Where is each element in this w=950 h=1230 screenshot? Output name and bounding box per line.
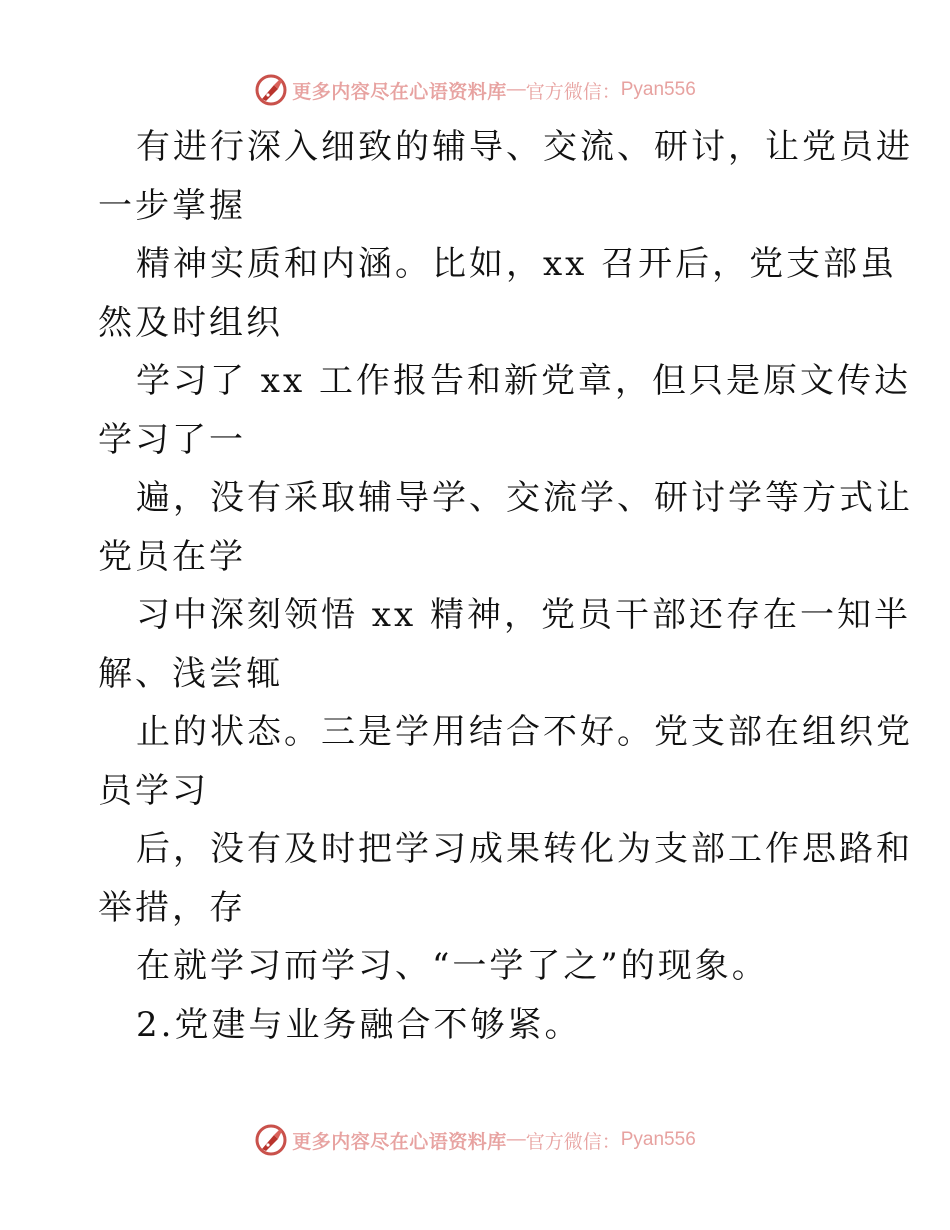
body-line: 学习了 xx 工作报告和新党章，但只是原文传达 (136, 361, 911, 401)
body-line: 后，没有及时把学习成果转化为支部工作思路和 (136, 829, 913, 869)
banner-wechat-id: Pyan556 (620, 1129, 696, 1150)
banner-wechat-id: Pyan556 (620, 79, 696, 100)
body-line: 员学习 (98, 770, 209, 811)
footer-banner (0, 1120, 950, 1160)
body-line: 有进行深入细致的辅导、交流、研讨，让党员进 (136, 127, 913, 167)
body-line: 在就学习而学习、“一学了之”的现象。 (136, 946, 769, 986)
body-line: 习中深刻领悟 xx 精神，党员干部还存在一知半 (136, 595, 911, 635)
banner-separator: — (506, 79, 526, 100)
body-line: 然及时组织 (98, 302, 283, 343)
section-heading: 2.党建与业务融合不够紧。 (136, 1004, 582, 1045)
body-line: 解、浅尝辄 (98, 653, 283, 694)
document-body (98, 118, 913, 1054)
banner-wechat-label: 官方微信： (525, 80, 621, 103)
body-line: 精神实质和内涵。比如，xx 召开后，党支部虽 (136, 244, 898, 284)
body-line: 学习了一 (98, 419, 246, 460)
body-line: 止的状态。三是学用结合不好。党支部在组织党 (136, 712, 913, 752)
banner-slogan: 更多内容尽在心语资料库 (292, 1130, 507, 1153)
body-line: 一步掌握 (98, 185, 246, 226)
header-banner (0, 70, 950, 110)
body-line: 举措，存 (98, 887, 246, 928)
banner-wechat-label: 官方微信： (525, 1130, 621, 1153)
banner-slogan: 更多内容尽在心语资料库 (292, 80, 507, 103)
pen-nib-logo-icon (254, 73, 288, 107)
body-line: 党员在学 (98, 536, 246, 577)
banner-separator: — (506, 1129, 526, 1150)
pen-nib-logo-icon (254, 1123, 288, 1157)
body-line: 遍，没有采取辅导学、交流学、研讨学等方式让 (136, 478, 913, 518)
